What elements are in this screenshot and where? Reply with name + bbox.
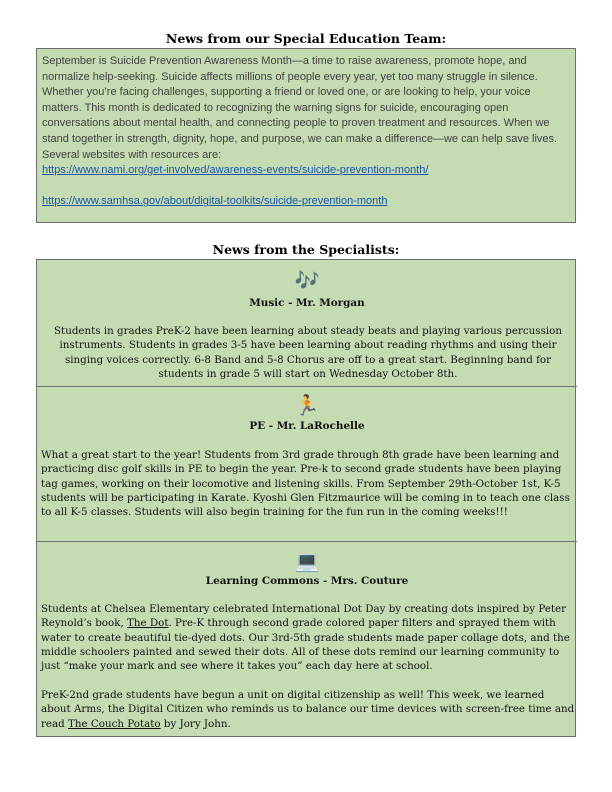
music-section xyxy=(37,260,577,386)
sped-content xyxy=(42,54,568,210)
couch-potato-title: The Couch Potato xyxy=(68,717,161,730)
nami-link[interactable]: https://www.nami.org/get-involved/awareness-events/suicide-prevention-month/ xyxy=(42,164,429,177)
sped-paragraph: September is Suicide Prevention Awareness Month—a time to raise awareness, promote hope, and normalize help-seeking. Suicide affects millions of people every year, yet too many struggle in silence. Whether you’re facing challenges, supporting a friend or loved one, or are looking to help, your voice matters. This month is dedicated to recognizing the warning signs for suicide, encouraging open conversations about mental health, and connecting people to proven treatment and resources. When we stand together in strength, dignity, hope, and purpose, we can make a difference—we can help save lives. Several websites with resources are: xyxy=(42,55,558,161)
pe-title: PE - Mr. LaRochelle xyxy=(249,420,365,432)
pe-body: What a great start to the year! Students from 3rd grade through 8th grade have been learning and practicing disc golf skills in PE to begin the year. Pre-k to second grade students have been playing tag games, working on their locomotive and listening skills. From September 29th-October 1st, K-5 students will be participating in Karate. Kyoshi Glen Fitzmaurice will be coming in to teach one class to all K-5 classes. Students will also begin training for the fun run in the coming weeks!!! xyxy=(41,449,570,519)
sped-box xyxy=(36,48,576,223)
samhsa-link[interactable]: https://www.samhsa.gov/about/digital-toolkits/suicide-prevention-month xyxy=(42,195,388,208)
laptop-icon: 💻 xyxy=(294,549,320,573)
commons-paragraph-2: PreK-2nd grade students have begun a unit on digital citizenship as well! This week, we learned about Arms, the Digital Citizen who reminds us to balance our time devices with screen-free time and read The Couch Potato by Jory John. xyxy=(41,689,575,730)
music-title: Music - Mr. Morgan xyxy=(249,297,365,309)
commons-title: Learning Commons - Mrs. Couture xyxy=(205,575,409,587)
commons-paragraph-1: Students at Chelsea Elementary celebrated International Dot Day by creating dots inspired by Peter Reynold’s book, The Dot. Pre-K through second grade colored paper filters and sprayed them with water to create beautiful tie-dyed dots. Our 3rd-5th grade students made paper collage dots, and the middle schoolers painted and sewed their dots. All of these dots remind our learning community to just “make your mark and see where it takes you” each day here at school. xyxy=(41,603,570,673)
sped-heading: News from our Special Education Team: xyxy=(165,31,447,46)
music-body: Students in grades PreK-2 have been learning about steady beats and playing various percussion instruments. Students in grades 3-5 have been learning about reading rhythms and using their singing voices correctly. 6-8 Band and 5-8 Chorus are off to a great start. Beginning band for students in grade 5 will start on Wednesday October 8th. xyxy=(54,325,562,380)
runner-icon: 🏃 xyxy=(294,393,320,417)
commons-section xyxy=(37,542,577,737)
music-notes-icon: 🎶 xyxy=(294,268,320,292)
pe-section xyxy=(37,387,577,541)
specialists-heading: News from the Specialists: xyxy=(212,242,400,257)
the-dot-title: The Dot xyxy=(127,617,169,630)
specialists-box xyxy=(36,259,576,737)
